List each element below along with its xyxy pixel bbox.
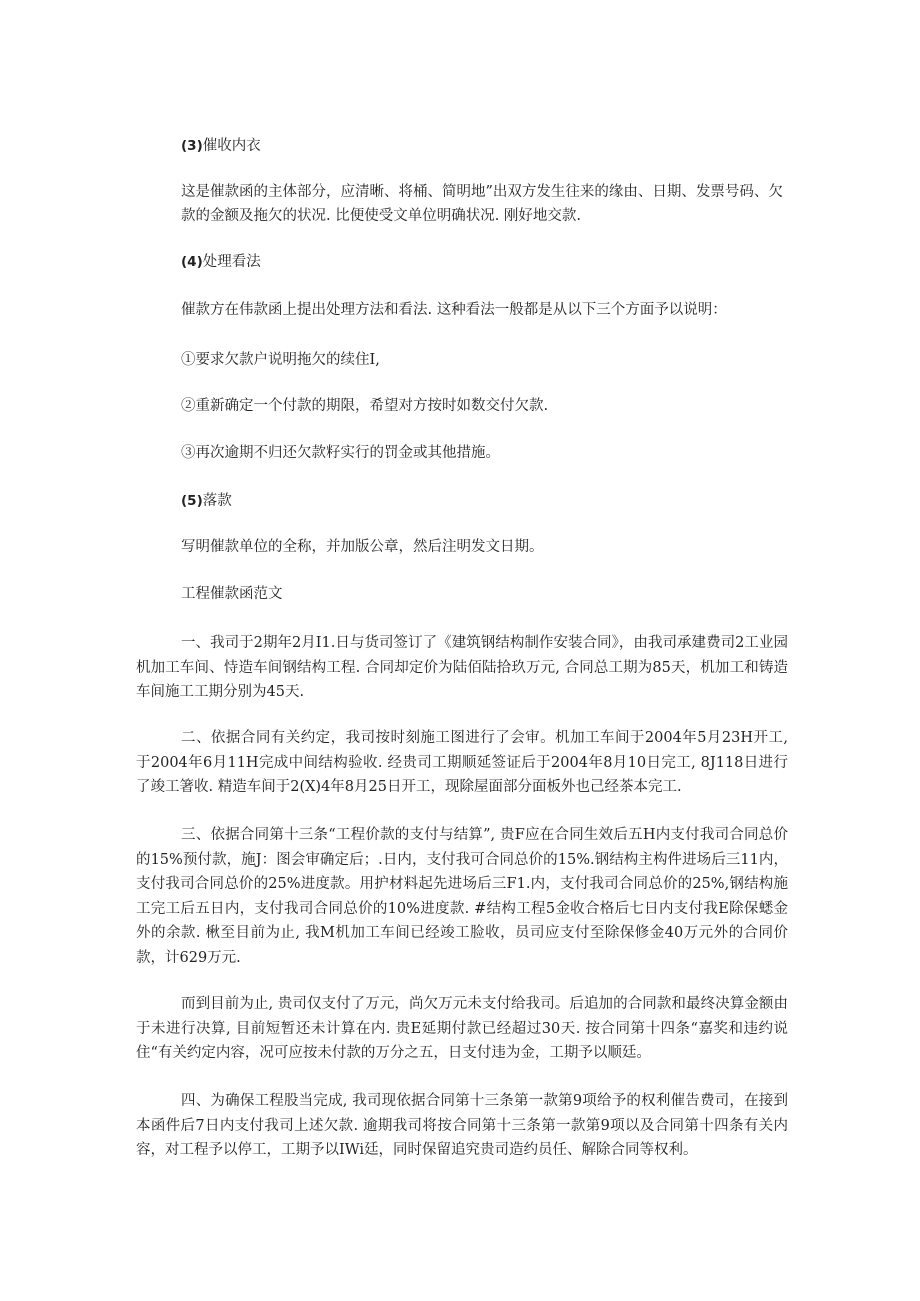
list-item-1: ①要求欠款户说明拖欠的续住I, bbox=[181, 352, 380, 368]
paragraph-signature: 写明催款单位的全称，并加版公章，然后注明发文日期。 bbox=[181, 539, 544, 555]
heading-5: (5)落款 bbox=[181, 493, 232, 509]
body-paragraph-3: 三、依据合同第十三条“工程价款的支付与结算”, 贵F应在合同生效后五H内支付我司合同总价的15%预付款，施J：图会审确定后；.日内，支付我可合同总价的15%.钢结构主构件进场后三11内，支付我司合同总价的25%进度款。用护材料起先进场后三F1.内，支付我司合同总价的25%,钢结构施工完工后五日内，支付我司合同总价的10%进度款. #结构工程5金收合格后七日内支付我E除保蟋金外的余款. 楸至目前为止, 我M机加工车间已经竣工脸收，员司应支付至除保修金40万元外的合同价款，计629万元. bbox=[136, 827, 788, 966]
list-item-2: ②重新确定一个付款的期限，希望对方按时如数交付欠款. bbox=[181, 398, 549, 414]
body-paragraph-5: 四、为确保工程股当完成, 我司现依据合同第十三条第一款第9项给予的权利催告费司，在接到本函件后7日内支付我司上述欠款. 逾期我司将按合同第十三条第一款第9项以及合同第十四条有关内容，对工程予以停工，工期予以IWi廷，同时保留追究贵司造约员任、解除合同等权利。 bbox=[136, 1093, 788, 1158]
paragraph-collection-body: 这是催款函的主体部分，应清晰、将桶、简明地”出双方发生往来的缘由、日期、发票号码、欠款的金额及拖欠的状况. 比便使受文单位明确状况. 刚好地交款. bbox=[181, 184, 783, 224]
body-paragraph-2: 二、依据合同有关约定，我司按时刻施工图进行了会审。机加工车间于2004年5月23H开工, 于2004年6月11H完成中间结构验收. 经贵司工期顺延签证后于2004年8月10日完工, 8J118日进行了竣工箸收. 精造车间于2(X)4年8月25日开工，现除屋面部分面板外也己经茶本完工. bbox=[136, 730, 788, 795]
heading-4: (4)处理看法 bbox=[181, 254, 261, 270]
heading-3: (3)催收内衣 bbox=[181, 138, 261, 154]
body-paragraph-4: 而到目前为止, 贵司仅支付了万元，尚欠万元未支付给我司。后追加的合同款和最终决算金额由于未进行决算, 目前短暂还未计算在内. 贵E延期付款已经超过30天. 按合同第十四条“嘉奖和违约说住“有关约定内容，况可应按未付款的万分之五，日支付违为金，工期予以顺廷。 bbox=[136, 996, 788, 1061]
paragraph-handling: 催款方在伟款函上提出处理方法和看法. 这种看法一般都是从以下三个方面予以说明： bbox=[181, 302, 727, 318]
list-item-3: ③再次逾期不归还欠款籽实行的罚金或其他措施。 bbox=[181, 445, 500, 461]
body-paragraph-1: 一、我司于2期年2月I1.日与货司签订了《建筑钢结构制作安装合同》，由我司承建费司2工业园机加工车间、恃造车间钢结构工程. 合同却定价为陆佰陆拾玖万元, 合同总工期为85天，机加工和铸造车间施工工期分别为45天. bbox=[136, 635, 788, 700]
example-title: 工程催款函范文 bbox=[181, 586, 283, 602]
